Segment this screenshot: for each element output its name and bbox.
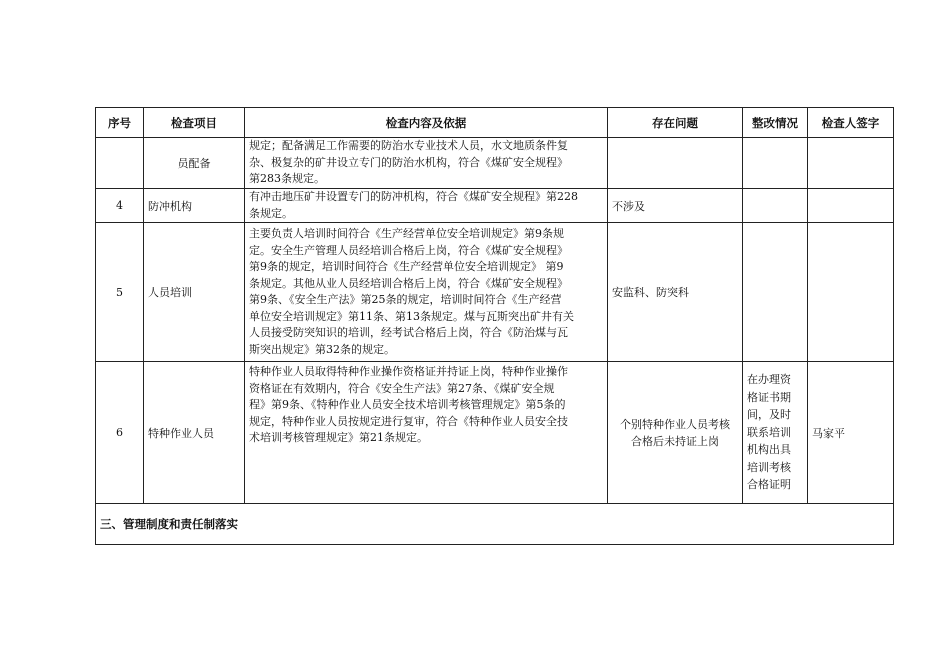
row-rectification (743, 189, 808, 223)
content-line: 有冲击地压矿井设置专门的防冲机构，符合《煤矿安全规程》第228 (249, 190, 578, 203)
row-signer (808, 189, 894, 223)
content-line: 定。安全生产管理人员经培训合格后上岗，符合《煤矿安全规程》 (249, 243, 568, 257)
row-rectification (743, 223, 808, 362)
content-line: 术培训考核管理规定》第21条规定。 (249, 431, 428, 444)
content-line: 人员接受防突知识的培训，经考试合格后上岗，符合《防治煤与瓦 (249, 326, 568, 339)
row-problem: 不涉及 (608, 189, 743, 223)
header-signature: 检查人签字 (808, 108, 894, 138)
rectification-line: 联系培训 (747, 425, 791, 439)
content-line: 单位安全培训规定》第11条、第13条规定。煤与瓦斯突出矿井有关 (249, 309, 574, 323)
content-line: 条规定。其他从业人员经培训合格后上岗，符合《煤矿安全规程》 (249, 276, 568, 290)
row-problem (608, 362, 743, 504)
content-line: 规定，特种作业人员按规定进行复审，符合《特种作业人员安全技 (249, 414, 568, 428)
header-content: 检查内容及依据 (245, 108, 608, 138)
row-problem: 安监科、防突科 (608, 223, 743, 362)
content-line: 规定；配备满足工作需要的防治水专业技术人员，水文地质条件复 (249, 139, 568, 153)
row-content (245, 362, 608, 504)
header-problem: 存在问题 (608, 108, 743, 138)
row-signer (808, 223, 894, 362)
table-row (96, 138, 894, 189)
table-row (96, 223, 894, 362)
row-content (245, 223, 608, 362)
table-row (96, 362, 894, 504)
problem-line: 合格后未持证上岗 (631, 434, 719, 448)
rectification-line: 间，及时 (747, 408, 791, 422)
header-item: 检查项目 (144, 108, 245, 138)
problem-line: 个别特种作业人员考核 (620, 417, 730, 431)
row-rectification (743, 138, 808, 189)
row-content (245, 189, 608, 223)
row-content (245, 138, 608, 189)
header-number: 序号 (96, 108, 144, 138)
row-number: 4 (96, 189, 144, 223)
rectification-line: 培训考核 (747, 460, 791, 474)
table-row (96, 189, 894, 223)
row-item: 人员培训 (144, 223, 245, 362)
row-signer: 马家平 (808, 362, 894, 504)
header-rectification: 整改情况 (743, 108, 808, 138)
section-row (96, 504, 894, 545)
content-line: 资格证在有效期内，符合《安全生产法》第27条、《煤矿安全规 (249, 381, 555, 395)
row-number (96, 138, 144, 189)
row-item: 防冲机构 (144, 189, 245, 223)
row-number: 6 (96, 362, 144, 504)
content-line: 第9条、《安全生产法》第25条的规定，培训时间符合《生产经营 (249, 293, 562, 306)
row-signer (808, 138, 894, 189)
row-item: 特种作业人员 (144, 362, 245, 504)
content-line: 程》第9条、《特种作业人员安全技术培训考核管理规定》第5条的 (249, 398, 566, 411)
rectification-line: 合格证明 (747, 478, 791, 492)
content-line: 杂、极复杂的矿井设立专门的防治水机构，符合《煤矿安全规程》 (249, 155, 568, 169)
row-problem (608, 138, 743, 189)
content-line: 特种作业人员取得特种作业操作资格证并持证上岗，特种作业操作 (249, 365, 568, 378)
section-title: 三、管理制度和责任制落实 (96, 504, 894, 545)
content-line: 斯突出规定》第32条的规定。 (249, 342, 395, 356)
content-line: 条规定。 (249, 206, 293, 220)
rectification-line: 机构出具 (747, 443, 791, 457)
inspection-table (95, 107, 894, 545)
row-rectification (743, 362, 808, 504)
content-line: 第9条的规定，培训时间符合《生产经营单位安全培训规定》 第9 (249, 260, 564, 273)
content-line: 第283条规定。 (249, 172, 325, 186)
rectification-line: 格证书期 (747, 390, 791, 404)
row-number: 5 (96, 223, 144, 362)
content-line: 主要负责人培训时间符合《生产经营单位安全培训规定》第9条规 (249, 227, 564, 240)
row-item: 员配备 (144, 138, 245, 189)
table-header-row (96, 108, 894, 138)
rectification-line: 在办理资 (747, 373, 791, 387)
